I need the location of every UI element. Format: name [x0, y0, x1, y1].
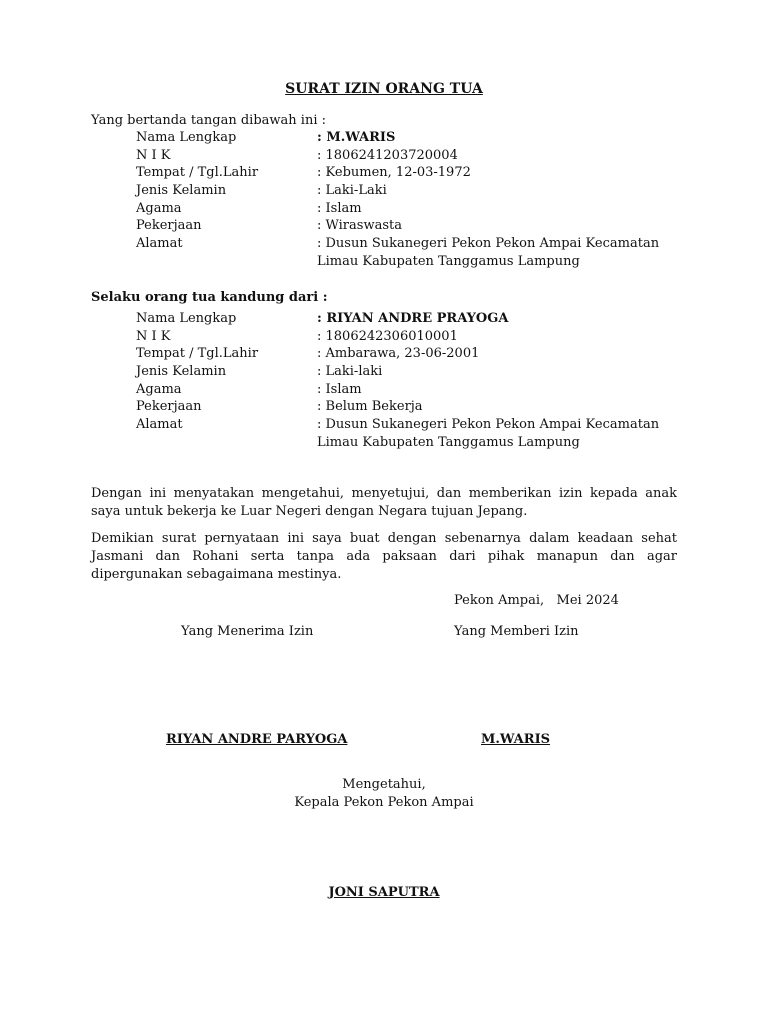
child-pekerjaan: : Belum Bekerja [317, 399, 423, 415]
letter-title: SURAT IZIN ORANG TUA [285, 81, 483, 97]
child-row-pekerjaan [136, 398, 696, 416]
parent-ttl: : Kebumen, 12-03-1972 [317, 165, 471, 181]
acknowledge-line-1: Mengetahui, [342, 777, 426, 792]
place-date: Pekon Ampai, Mei 2024 [454, 593, 619, 608]
child-ttl: : Ambarawa, 23-06-2001 [317, 346, 480, 362]
parent-row-agama [136, 200, 696, 218]
label-agama: Agama [136, 381, 182, 397]
label-nama: Nama Lengkap [136, 311, 237, 326]
label-ttl: Tempat / Tgl.Lahir [136, 346, 259, 362]
parent-jk: : Laki-Laki [317, 183, 387, 199]
parent-pekerjaan: : Wiraswasta [317, 218, 402, 234]
receiver-name: RIYAN ANDRE PARYOGA [166, 732, 348, 747]
child-row-nik [136, 328, 696, 346]
label-ttl: Tempat / Tgl.Lahir [136, 165, 259, 181]
label-jk: Jenis Kelamin [136, 364, 227, 380]
receiver-label: Yang Menerima Izin [181, 624, 314, 639]
parent-details [136, 129, 696, 271]
parent-row-nama [136, 129, 696, 147]
child-row-agama [136, 381, 696, 399]
giver-label: Yang Memberi Izin [454, 624, 579, 639]
child-agama: : Islam [317, 381, 362, 397]
child-row-ttl [136, 345, 696, 363]
consent-paragraph: Dengan ini menyatakan mengetahui, menyetujui, dan memberikan izin kepada anak saya untuk bekerja ke Luar Negeri dengan Negara tujuan Jepang. [91, 486, 677, 519]
child-nik: : 1806242306010001 [317, 328, 458, 344]
parent-alamat-2: Limau Kabupaten Tanggamus Lampung [317, 253, 580, 269]
parent-nik: : 1806241203720004 [317, 147, 458, 163]
label-jk: Jenis Kelamin [136, 183, 227, 199]
child-row-nama [136, 310, 696, 328]
label-nama: Nama Lengkap [136, 130, 237, 145]
parent-nama: : M.WARIS [317, 130, 396, 145]
child-row-jk [136, 363, 696, 381]
child-alamat-2: Limau Kabupaten Tanggamus Lampung [317, 434, 580, 450]
child-nama: : RIYAN ANDRE PRAYOGA [317, 311, 509, 326]
label-nik: N I K [136, 147, 171, 163]
parent-agama: : Islam [317, 200, 362, 216]
child-details [136, 310, 696, 452]
giver-name: M.WARIS [481, 732, 551, 747]
declaration-paragraph: Demikian surat pernyataan ini saya buat dengan sebenarnya dalam keadaan sehat Jasmani dan Rohani serta tanpa ada paksaan dari pihak manapun dan agar dipergunakan sebagaimana mestinya. [91, 531, 677, 582]
parent-row-alamat-cont [136, 253, 696, 271]
label-pekerjaan: Pekerjaan [136, 218, 202, 234]
child-alamat-1: : Dusun Sukanegeri Pekon Pekon Ampai Kecamatan [317, 417, 660, 433]
parent-row-alamat [136, 235, 696, 253]
label-alamat: Alamat [136, 236, 183, 252]
head-name-block [0, 884, 768, 902]
parent-row-pekerjaan [136, 217, 696, 235]
child-row-alamat-cont [136, 434, 696, 452]
acknowledge-block [0, 776, 768, 812]
acknowledge-line-2: Kepala Pekon Pekon Ampai [294, 795, 474, 810]
parent-row-jk [136, 182, 696, 200]
child-row-alamat [136, 416, 696, 434]
parent-row-ttl [136, 164, 696, 182]
head-name: JONI SAPUTRA [328, 885, 440, 900]
label-alamat: Alamat [136, 417, 183, 433]
parent-alamat-1: : Dusun Sukanegeri Pekon Pekon Ampai Kecamatan [317, 236, 660, 252]
label-agama: Agama [136, 200, 182, 216]
label-nik: N I K [136, 328, 171, 344]
parent-row-nik [136, 147, 696, 165]
intro-text: Yang bertanda tangan dibawah ini : [91, 113, 326, 128]
child-jk: : Laki-laki [317, 364, 383, 380]
label-pekerjaan: Pekerjaan [136, 399, 202, 415]
child-heading: Selaku orang tua kandung dari : [91, 290, 328, 305]
